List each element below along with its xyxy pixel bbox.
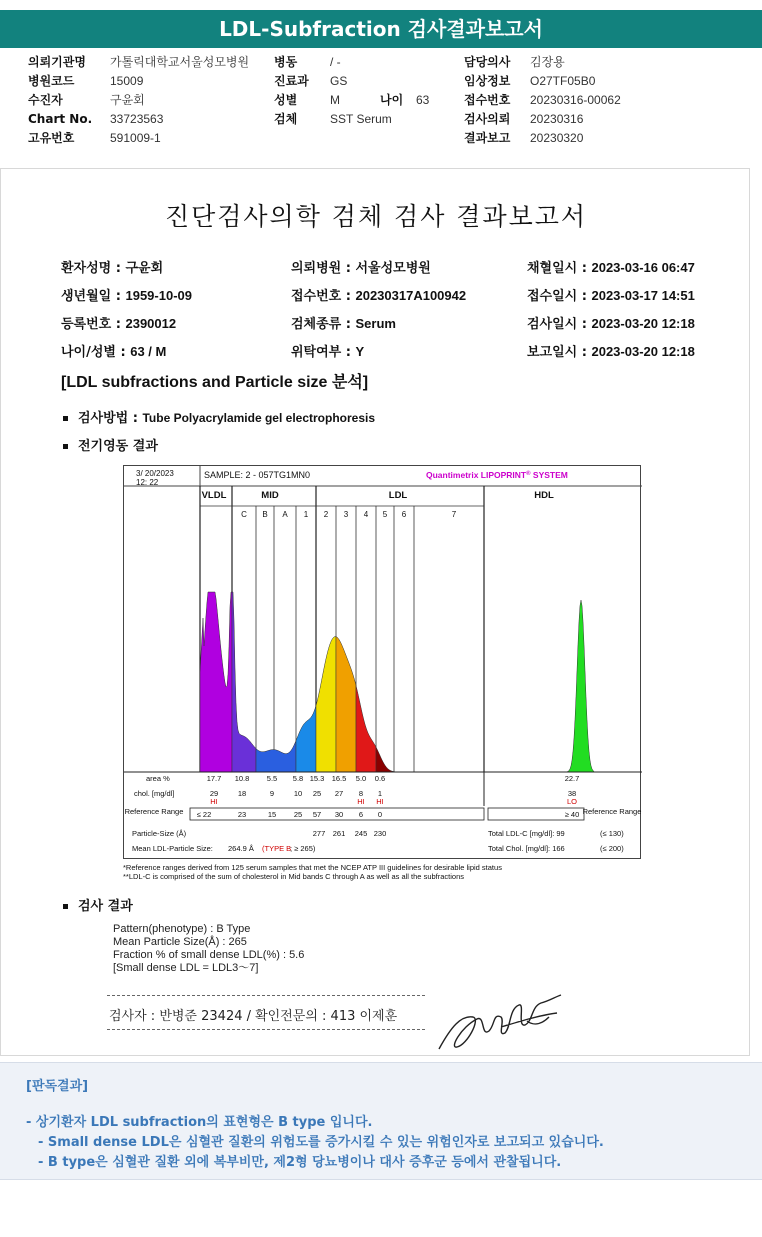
- row-label-size: Particle-Size (Å): [132, 829, 187, 838]
- patient-field: [61, 313, 176, 332]
- footnotes: [123, 863, 502, 881]
- chart-time: 12: 22: [136, 478, 159, 487]
- header-value: 63: [416, 93, 430, 107]
- footnote-2: **LDL-C is comprised of the sum of cholesterol in Mid bands C through A as well as all the subfractions: [123, 872, 465, 881]
- patient-field: [61, 257, 163, 276]
- system-name: Quantimetrix LIPOPRINT: [426, 470, 527, 480]
- area-value: 5.8: [292, 774, 304, 783]
- header-value: 15009: [110, 74, 144, 88]
- band-label: 2: [323, 510, 329, 519]
- bullet-icon: [63, 416, 68, 421]
- size-value: 277: [312, 829, 326, 838]
- ref-value: 57: [312, 810, 322, 819]
- patient-field-label: 접수번호 :: [291, 289, 356, 304]
- patient-field-label: 접수일시 :: [527, 289, 592, 304]
- hdl-peak: [564, 600, 594, 772]
- header-label: 임상정보: [464, 74, 511, 88]
- patient-field: [291, 341, 364, 360]
- patient-field-label: 검체종류 :: [291, 317, 356, 332]
- chart-date: 3/ 20/2023: [136, 469, 174, 478]
- patient-field-label: 등록번호 :: [61, 317, 126, 332]
- area-value: 17.7: [206, 774, 222, 783]
- area-value: 0.6: [374, 774, 386, 783]
- interpretation-line-3: - B type은 심혈관 질환 외에 복부비만, 제2형 당뇨병이나 대사 증후군 등에서 관찰됩니다.: [38, 1155, 562, 1170]
- chol-value: 38: [567, 789, 577, 798]
- header-value: SST Serum: [330, 112, 392, 126]
- patient-field-value: Serum: [355, 316, 396, 331]
- header-label: 결과보고: [464, 131, 511, 145]
- header-label: 담당의사: [464, 55, 511, 69]
- patient-field-label: 위탁여부 :: [291, 345, 356, 360]
- band-label: 7: [451, 510, 457, 519]
- row-label-mean: Mean LDL-Particle Size:: [132, 844, 213, 853]
- header-value: 20230320: [530, 131, 584, 145]
- zone-label: VLDL: [201, 490, 227, 501]
- band-label: C: [241, 510, 247, 519]
- header-label: 검사의뢰: [464, 112, 511, 126]
- patient-field-value: 2023-03-16 06:47: [591, 260, 695, 275]
- curve-segment: [356, 685, 376, 772]
- system-tail: SYSTEM: [530, 470, 568, 480]
- patient-field: [291, 257, 431, 276]
- chart-svg: [124, 466, 642, 860]
- mean-type: (TYPE B: [262, 844, 292, 853]
- header-label: 성별: [274, 93, 298, 107]
- patient-field: [527, 257, 695, 276]
- band-label: 1: [303, 510, 309, 519]
- result-line: 검사 결과: [63, 895, 133, 914]
- electro-line: 전기영동 결과: [63, 435, 158, 454]
- header-label: 병동: [274, 55, 298, 69]
- header-value: GS: [330, 74, 348, 88]
- header-label: 접수번호: [464, 93, 511, 107]
- result-note: [Small dense LDL = LDL3～7]: [113, 962, 259, 974]
- flag-value: LO: [566, 797, 578, 806]
- ref-value: 0: [377, 810, 383, 819]
- curve-segment: [232, 592, 256, 772]
- header-label: 검체: [274, 112, 298, 126]
- header-value: 591009-1: [110, 131, 161, 145]
- ref-value: 25: [293, 810, 303, 819]
- band-label: 4: [363, 510, 369, 519]
- ref-value: 23: [237, 810, 247, 819]
- header-value: M: [330, 93, 340, 107]
- patient-field: [527, 313, 695, 332]
- patient-field-value: 2023-03-17 14:51: [591, 288, 695, 303]
- patient-field-label: 채혈일시 :: [527, 261, 592, 276]
- curve-segment: [316, 637, 336, 772]
- ref-value: 15: [267, 810, 277, 819]
- mean-value: 264.9 Å: [228, 844, 254, 853]
- header-label: 고유번호: [28, 131, 75, 145]
- header-value: 33723563: [110, 112, 164, 126]
- patient-field-value: Y: [355, 344, 365, 359]
- patient-field-value: 2023-03-20 12:18: [591, 344, 695, 359]
- chart-sample: SAMPLE: 2 - 057TG1MN0: [204, 470, 311, 480]
- row-label-area: area %: [146, 774, 170, 783]
- patient-field-value: 서울성모병원: [355, 260, 431, 275]
- patient-field-value: 63 / M: [130, 344, 167, 359]
- patient-field-label: 나이/성별 :: [61, 345, 131, 360]
- header-row: [0, 110, 762, 128]
- header-value: 구윤회: [110, 93, 145, 107]
- patient-field-value: 1959-10-09: [125, 288, 192, 303]
- area-value: 16.5: [331, 774, 347, 783]
- header-row: [0, 129, 762, 147]
- header-value: / -: [330, 55, 341, 69]
- ref-value: 6: [358, 810, 364, 819]
- header-value: 김장용: [530, 55, 565, 69]
- band-label: B: [262, 510, 268, 519]
- area-value: 5.5: [266, 774, 278, 783]
- curve-segment: [336, 637, 356, 772]
- section-title: [LDL subfractions and Particle size 분석]: [61, 374, 369, 391]
- report-title: 진단검사의학 검체 검사 결과보고서: [164, 202, 588, 231]
- zone-label: MID: [261, 490, 279, 501]
- patient-field-label: 검사일시 :: [527, 317, 592, 332]
- footnote-1: *Reference ranges derived from 125 serum samples that met the NCEP ATP III guidelines for desirable lipid status: [123, 863, 502, 872]
- result-fraction: Fraction % of small dense LDL(%) : 5.6: [113, 949, 305, 961]
- header-label: 진료과: [274, 74, 309, 88]
- patient-field: [527, 341, 695, 360]
- flag-value: HI: [376, 797, 384, 806]
- curve-segment: [296, 705, 316, 772]
- curve-segment: [376, 747, 414, 772]
- interpretation-panel: [0, 1062, 762, 1180]
- header-label: 수진자: [28, 93, 63, 107]
- result-block: [113, 923, 304, 975]
- examiner-line: 검사자 : 반병준 23424 / 확인전문의 : 413 이제훈: [109, 1009, 398, 1024]
- bullet-icon: [63, 904, 68, 909]
- header-value: 20230316-00062: [530, 93, 621, 107]
- area-value: 10.8: [234, 774, 250, 783]
- patient-field-value: 20230317A100942: [355, 288, 467, 303]
- header-label: 나이: [380, 93, 404, 107]
- chol-value: 9: [269, 789, 275, 798]
- header-label: 병원코드: [28, 74, 75, 88]
- ref-value: ≤ 22: [196, 810, 212, 819]
- report-frame: [0, 168, 750, 1056]
- signature-icon: [431, 987, 571, 1057]
- header-row: [0, 91, 762, 109]
- band-label: 3: [343, 510, 349, 519]
- total-ldl: Total LDL-C [mg/dl]: 99: [488, 829, 565, 838]
- header-value: 가톨릭대학교서울성모병원: [110, 55, 250, 69]
- chart-system: [426, 470, 568, 480]
- header-label: Chart No.: [28, 112, 93, 126]
- zone-label: HDL: [534, 490, 554, 501]
- size-value: 230: [373, 829, 387, 838]
- flag-value: HI: [210, 797, 218, 806]
- system-reg: ®: [526, 471, 531, 477]
- patient-field-value: 2023-03-20 12:18: [591, 316, 695, 331]
- size-value: 245: [354, 829, 368, 838]
- interpretation-label: [판독결과]: [26, 1079, 89, 1094]
- header-info: [0, 53, 762, 153]
- area-value: 5.0: [355, 774, 367, 783]
- page-title: LDL-Subfraction 검사결과보고서: [0, 10, 762, 48]
- patient-field-value: 구윤회: [125, 260, 164, 275]
- header-label: 의뢰기관명: [28, 55, 86, 69]
- patient-field: [291, 313, 396, 332]
- area-value: 22.7: [564, 774, 580, 783]
- bullet-icon: [63, 444, 68, 449]
- result-mean-size: Mean Particle Size(Å) : 265: [113, 936, 247, 948]
- chol-value: 27: [334, 789, 344, 798]
- band-label: A: [282, 510, 288, 519]
- zone-label: LDL: [388, 490, 408, 501]
- header-value: 20230316: [530, 112, 584, 126]
- flag-value: HI: [357, 797, 365, 806]
- total-chol-ref: (≤ 200): [600, 844, 624, 853]
- interpretation-line-2: - Small dense LDL은 심혈관 질환의 위험도를 증가시킬 수 있는 위험인자로 보고되고 있습니다.: [38, 1135, 604, 1150]
- patient-field: [527, 285, 695, 304]
- chol-value: 1: [377, 789, 383, 798]
- row-label-ref-right: Reference Range: [582, 807, 642, 816]
- patient-field-label: 환자성명 :: [61, 261, 126, 276]
- area-value: 15.3: [309, 774, 325, 783]
- electrophoresis-chart: [123, 465, 641, 859]
- mean-ref: ; ≥ 265): [290, 844, 316, 853]
- result-pattern: Pattern(phenotype) : B Type: [113, 923, 251, 935]
- header-row: [0, 53, 762, 71]
- patient-field-label: 생년월일 :: [61, 289, 126, 304]
- divider: [107, 1029, 425, 1030]
- patient-field: [61, 285, 192, 304]
- patient-field-label: 의뢰병원 :: [291, 261, 356, 276]
- size-value: 261: [332, 829, 346, 838]
- curve-segment: [200, 592, 232, 772]
- patient-field: [61, 341, 166, 360]
- divider: [107, 995, 425, 996]
- total-ldl-ref: (≤ 130): [600, 829, 624, 838]
- interpretation-line-1: - 상기환자 LDL subfraction의 표현형은 B type 입니다.: [26, 1115, 373, 1130]
- header-row: [0, 72, 762, 90]
- chol-value: 18: [237, 789, 247, 798]
- header-value: O27TF05B0: [530, 74, 596, 88]
- chol-value: 25: [312, 789, 322, 798]
- row-label-chol: chol. [mg/dl]: [134, 789, 175, 798]
- chol-value: 8: [358, 789, 364, 798]
- band-label: 6: [401, 510, 407, 519]
- patient-field-label: 보고일시 :: [527, 345, 592, 360]
- total-chol: Total Chol. [mg/dl]: 166: [488, 844, 565, 853]
- ref-value: 30: [334, 810, 344, 819]
- chol-value: 29: [209, 789, 219, 798]
- patient-field-value: 2390012: [125, 316, 177, 331]
- method-line: 검사방법 : Tube Polyacrylamide gel electrophoresis: [63, 407, 375, 426]
- ref-value: ≥ 40: [564, 810, 580, 819]
- chol-value: 10: [293, 789, 303, 798]
- patient-field: [291, 285, 466, 304]
- curve-segment: [256, 741, 296, 772]
- band-label: 5: [382, 510, 388, 519]
- row-label-ref: Reference Range: [124, 807, 184, 816]
